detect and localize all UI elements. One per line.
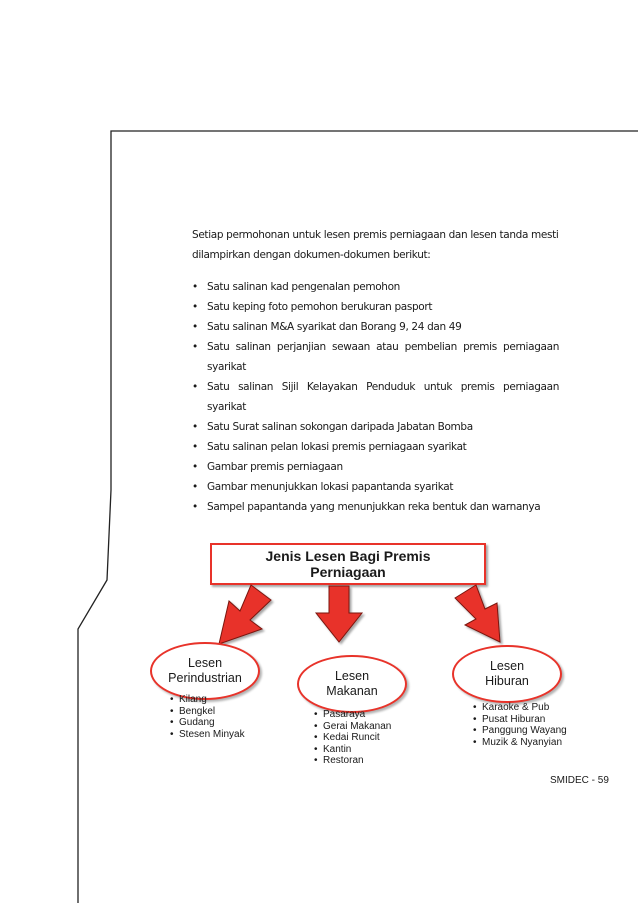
license-type-line1: Lesen: [334, 669, 370, 683]
makanan-list: [314, 709, 391, 767]
page-footer: SMIDEC - 59: [550, 775, 609, 786]
license-type-line2: Hiburan: [485, 674, 529, 688]
list-item: • Kilang: [170, 694, 245, 706]
list-item: • Pusat Hiburan: [473, 714, 567, 726]
list-item: • Panggung Wayang: [473, 725, 567, 737]
list-item: • Kedai Runcit: [314, 732, 391, 744]
license-type-line1: Lesen: [489, 659, 525, 673]
requirements-section: [192, 225, 559, 517]
hiburan-list: [473, 702, 567, 748]
list-item: • Gerai Makanan: [314, 721, 391, 733]
license-type-hiburan: [452, 645, 562, 703]
list-item: • Pasaraya: [314, 709, 391, 721]
list-item: • Gambar premis perniagaan: [192, 457, 559, 477]
list-item: • Gudang: [170, 717, 245, 729]
perindustrian-list: [170, 694, 245, 740]
list-item: • Restoran: [314, 755, 391, 767]
license-type-line2: Perindustrian: [168, 671, 242, 685]
license-type-perindustrian: [150, 642, 260, 700]
list-item: • Satu salinan Sijil Kelayakan Penduduk untuk premis perniagaan syarikat: [192, 377, 559, 417]
diagram-title-box: [210, 543, 486, 585]
list-item: • Satu keping foto pemohon berukuran pasport: [192, 297, 559, 317]
list-item: • Gambar menunjukkan lokasi papantanda syarikat: [192, 477, 559, 497]
license-type-makanan: [297, 655, 407, 713]
diagram-title: Jenis Lesen Bagi Premis Perniagaan: [265, 548, 431, 580]
intro-text: Setiap permohonan untuk lesen premis perniagaan dan lesen tanda mesti dilampirkan dengan dokumen-dokumen berikut:: [192, 229, 559, 261]
list-item: • Bengkel: [170, 706, 245, 718]
list-item: • Muzik & Nyanyian: [473, 737, 567, 749]
list-item: • Karaoke & Pub: [473, 702, 567, 714]
list-item: • Satu Surat salinan sokongan daripada Jabatan Bomba: [192, 417, 559, 437]
list-item: • Kantin: [314, 744, 391, 756]
license-type-line2: Makanan: [326, 684, 378, 698]
list-item: • Sampel papantanda yang menunjukkan reka bentuk dan warnanya: [192, 497, 559, 517]
list-item: • Satu salinan pelan lokasi premis perniagaan syarikat: [192, 437, 559, 457]
list-item: • Satu salinan perjanjian sewaan atau pembelian premis perniagaan syarikat: [192, 337, 559, 377]
list-item: • Satu salinan M&A syarikat dan Borang 9, 24 dan 49: [192, 317, 559, 337]
requirements-list: [192, 277, 559, 517]
license-type-line1: Lesen: [187, 656, 223, 670]
list-item: • Stesen Minyak: [170, 729, 245, 741]
list-item: • Satu salinan kad pengenalan pemohon: [192, 277, 559, 297]
